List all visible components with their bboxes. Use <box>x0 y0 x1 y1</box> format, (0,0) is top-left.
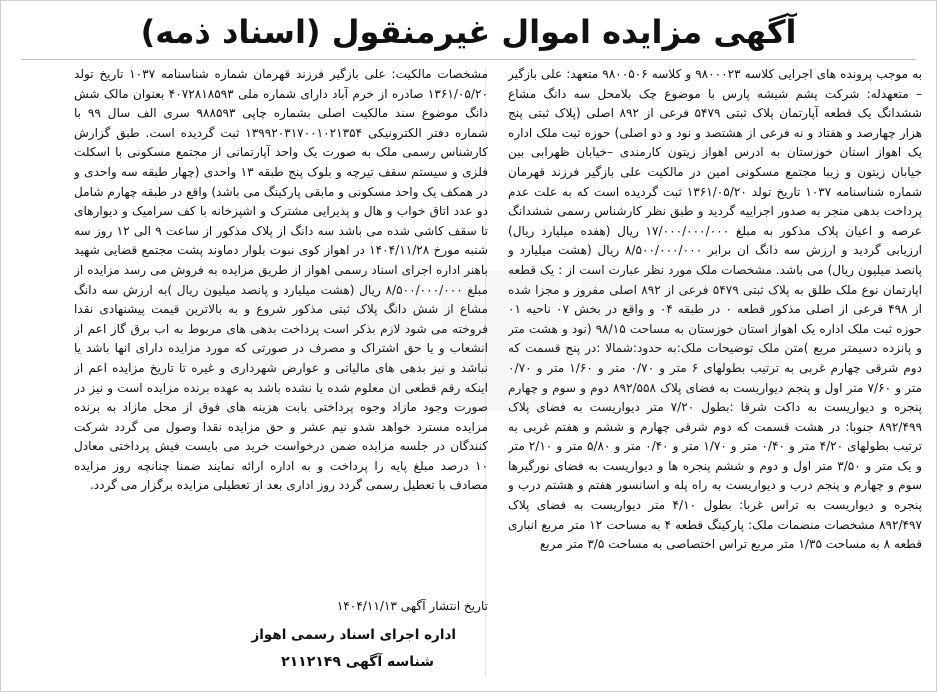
right-column-text: به موجب پرونده های اجرایی کلاسه ۹۸۰۰۰۲۳ و کلاسه ۹۸۰۰۵۰۶ متعهد: علی بازگیر – متعهدله: شرکت پشم شیشه پارس با موضوع چک بلامحل سه دانگ مشاع ششدانگ یک قطعه آپارتمان پلاک ثبتی ۵۴۷۹ فرعی از ۸۹۲ اصلی (پلاک ثبتی پنج هزار چهارصد و هفتاد و نه فرعی از هشتصد و نود و دو اصلی) حوزه ثبت ملک اداره یک اهواز استان خوزستان به ادرس اهواز زیتون کارمندی –خیابان ظهرابی بین خیابان زیتون و زیبا مجتمع مسکونی امین در مالکیت علی بازگیر فرزند قهرمان شماره شناسنامه ۱۰۳۷ تاریخ تولد ۱۳۶۱/۰۵/۲۰ ثبت گردیده است که به علت عدم پرداخت بدهی منجر به صدور اجراییه گردید و طبق نظر کارشناس رسمی ششدانگ عرصه و اعیان پلاک مذکور به مبلغ ۱۷/۰۰۰/۰۰۰/۰۰۰ ریال (هفده میلیارد ریال) ارزیابی گردید و ارزش سه دانگ ان برابر ۸/۵۰۰/۰۰۰/۰۰۰ ریال (هشت میلیارد و پانصد میلیون ریال) می باشد. مشخصات ملک مورد نظر عبارت است از : یک قطعه اپارتمان نوع ملک طلق به پلاک ثبتی ۵۴۷۹ فرعی از ۸۹۲ اصلی مفروز و مجزا شده از ۴۹۸ فرعی از اصلی مذکور قطعه ۰ در طبقه ۰۴ و واقع در بخش ۰۷ ناحیه ۰۱ حوزه ثبت ملک اداره یک اهواز استان خوزستان به مساحت ۹۸/۱۵ (نود و هشت متر و پانزده دسیمتر مربع )متن ملک توضیحات ملک:به حدود:شمالا :در پنج قسمت که دوم شرقی چهارم غربی به ترتیب بطولهای ۶ متر و ۰/۷۰ متر و ۱/۶۰ متر و ۰/۷۰ متر و ۷/۶۰ متر اول و پنجم دیواریست به فضای پلاک ۸۹۲/۵۵۸ دوم و سوم و چهارم پنجره و دیواریست به داکت شرقا :بطول ۷/۲۰ متر دیواریست به فضای پلاک ۸۹۲/۴۹۹ جنوبا: در هشت قسمت که دوم شرقی چهارم و ششم و هفتم غربی به ترتیب بطولهای ۴/۲۰ متر و ۰/۴۰ متر و ۱/۷۰ متر و ۰/۴۰ متر و ۵/۸۰ متر و ۲/۱۰ متر و یک متر و ۳/۵۰ متر اول و دوم و ششم پنجره ها و دیواریست به فضای نورگیرها سوم و چهارم و پنجم درب و دیواریست به راه پله و اسانسور هفتم و هشتم درب و پنجره و دیواریست به تراس غربا: بطول ۴/۱۰ متر دیواریست به فضای پلاک ۸۹۲/۴۹۷ مشخصات منضمات ملک: پارکینگ قطعه ۴ به مساحت ۱۲ متر مربع انباری قطعه ۸ به مساحت ۱/۳۵ متر مربع تراس اختصاصی به مساحت ۳/۵ متر مربع <box>508 67 922 552</box>
notice-id: شناسه آگهی ۲۱۱۲۱۴۹ <box>281 654 434 670</box>
publication-date: تاریخ انتشار آگهی ۱۴۰۴/۱۱/۱۳ <box>336 599 488 613</box>
notice-body-left-column <box>74 65 488 613</box>
left-column-text: مشخصات مالکیت: علی بازگیر فرزند قهرمان شماره شناسنامه ۱۰۳۷ تاریخ تولد ۱۳۶۱/۰۵/۲۰ صادره از خرم آباد دارای شماره ملی ۴۰۷۲۸۱۸۵۹۳ بعنوان مالک شش دانگ موضوع سند مالکیت اصلی بشماره چاپی ۹۸۸۵۹۳ سری الف سال ۹۹ با شماره دفتر الکترونیکی ۱۳۹۹۲۰۳۱۷۰۰۱۰۲۱۳۵۴ ثبت گردیده است. طبق گزارش کارشناس رسمی ملک به صورت یک واحد آپارتمانی از مجتمع مسکونی با اسکلت فلزی و سیستم سقف تیرچه و بلوک پنج طبقه ۱۳ واحدی (چهار طبقه سه واحدی و در همکف یک واحد مسکونی و مابقی پارکینگ می باشد) واقع در طبقه چهارم شامل دو عدد اتاق خواب و هال و پذیرایی مشترک و اشپزخانه با کف سرامیک و دیوارهای تا سقف کاشی شده می باشد سه دانگ از پلاک مذکور از ساعت ۹ الی ۱۲ روز سه شنبه مورخ ۱۴۰۴/۱۱/۲۸ در اهواز کوی نبوت بلوار دماوند پشت مجتمع قضایی شهید باهنر اداره اجرای اسناد رسمی اهواز از طریق مزایده به فروش می رسد مزایده از مبلغ ۸/۵۰۰/۰۰۰/۰۰۰ ریال (هشت میلیارد و پانصد میلیون ریال )به ارزش سه دانگ مشاع از شش دانگ پلاک ثبتی مذکور شروع و به بالاترین قیمت پیشنهادی نقدا فروخته می شود لازم بذکر است پرداخت بدهی های مربوط به اب برق گاز اعم از انشعاب و یا حق اشتراک و مصرف در صورتی که مورد مزایده دارای انها باشد یا نباشد و نیز بدهی های مالیاتی و عوارض شهرداری و غیره تا تاریخ مزایده اعم از اینکه رقم قطعی ان معلوم شده یا نشده باشد به عهده برنده مزایده است و نیز در صورت وجود مازاد وجوه پرداختی بابت هزینه های فوق از محل مازاد به برنده مزایده مسترد خواهد شدو نیم عشر و حق مزایده نقدا وصول می گردد شرکت کنندگان در جلسه مزایده ضمن درخواست خرید می بایست فیش پرداختی معادل ۱۰ درصد مبلغ پایه را پرداخت و به اداره ارائه نمایند ضمنا چنانچه روز مزایده مصادف با تعطیل رسمی گردد روز اداری بعد از تعطیلی مزایده برگزار می گردد. <box>74 67 488 493</box>
notice-body-right-column <box>508 65 922 683</box>
notice-title: آگهی مزایده اموال غیرمنقول (اسناد ذمه) <box>140 13 797 51</box>
title-divider <box>21 59 916 60</box>
issuing-office: اداره اجرای اسناد رسمی اهواز <box>251 627 456 643</box>
